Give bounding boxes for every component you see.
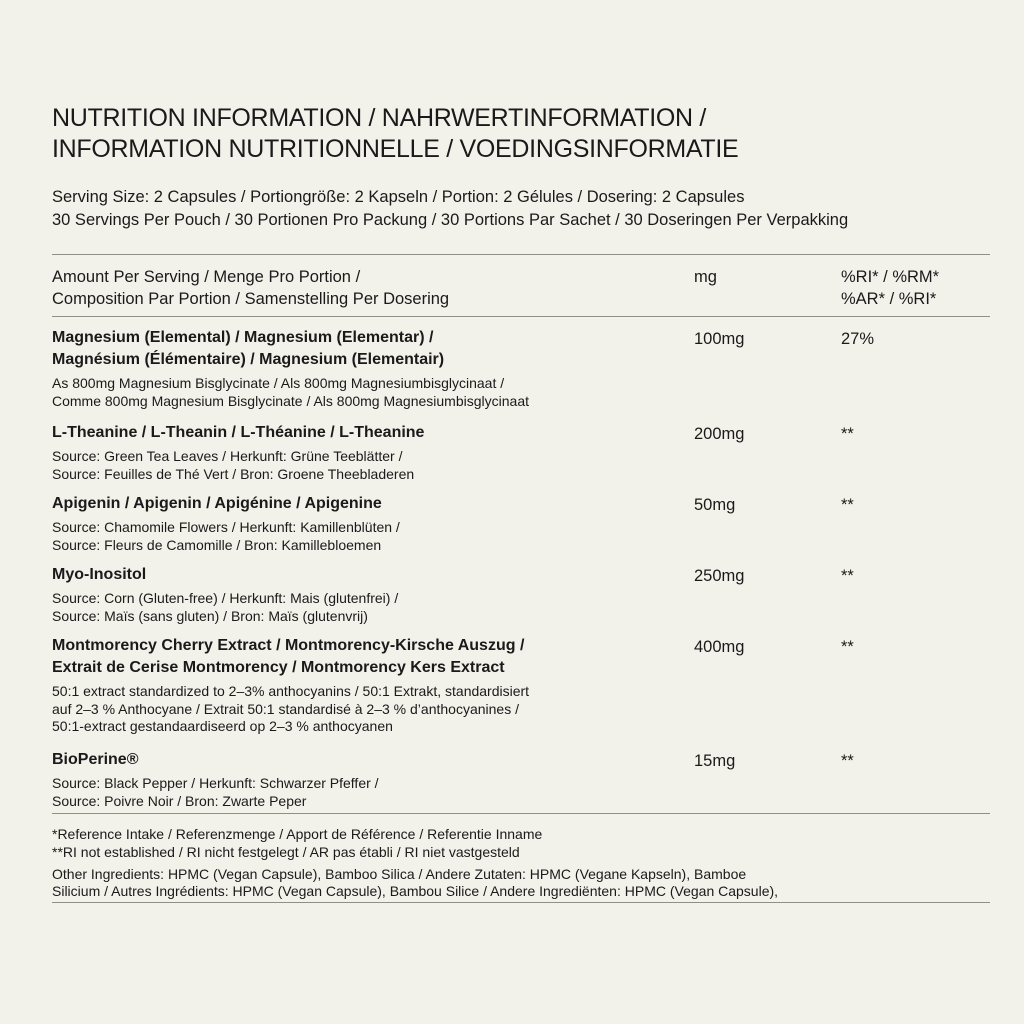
ingredient-name-line: Myo-Inositol	[52, 566, 147, 583]
title-line-1: NUTRITION INFORMATION / NAHRWERTINFORMATION /	[52, 104, 707, 132]
nutrition-panel	[52, 103, 990, 903]
ingredient-source-line: Source: Chamomile Flowers / Herkunft: Kamillenblüten /	[52, 519, 400, 535]
ingredient-amount: 200mg	[694, 425, 745, 443]
serving-info	[52, 186, 990, 232]
other-ingredients-line: Other Ingredients: HPMC (Vegan Capsule), Bamboo Silica / Andere Zutaten: HPMC (Vegane Kapseln), Bamboe	[52, 866, 747, 882]
header-amount-line-2: Composition Par Portion / Samenstelling Per Dosering	[52, 290, 450, 308]
ingredient-name-line: Montmorency Cherry Extract / Montmorency-Kirsche Auszug /	[52, 637, 525, 654]
ingredient-source-line: Source: Feuilles de Thé Vert / Bron: Groene Theebladeren	[52, 465, 415, 482]
ingredient-ri: **	[841, 638, 854, 656]
header-ri-line-2: %AR* / %RI*	[841, 290, 937, 308]
header-ri-line-1: %RI* / %RM*	[841, 268, 940, 286]
ingredient-name-line: Magnésium (Élémentaire) / Magnesium (Elementair)	[52, 351, 445, 368]
ingredient-name-line: BioPerine®	[52, 751, 139, 768]
ingredient-name-line: L-Theanine / L-Theanin / L-Théanine / L-Theanine	[52, 424, 425, 441]
servings-per-pouch: 30 Servings Per Pouch / 30 Portionen Pro Packung / 30 Portions Par Sachet / 30 Doseringen Per Verpakking	[52, 211, 849, 229]
ri-not-established-note: **RI not established / RI nicht festgelegt / AR pas établi / RI niet vastgesteld	[52, 843, 520, 860]
ingredient-name	[52, 422, 652, 444]
ingredient-name-line: Apigenin / Apigenin / Apigénine / Apigenine	[52, 495, 382, 512]
ingredient-name	[52, 749, 652, 771]
ingredient-name	[52, 327, 652, 371]
ingredient-row	[52, 564, 990, 635]
ingredient-ri: **	[841, 567, 854, 585]
ingredient-row	[52, 422, 990, 493]
ingredient-name-line: Magnesium (Elemental) / Magnesium (Elementar) /	[52, 329, 434, 346]
other-ingredients	[52, 866, 990, 900]
ingredient-source-line: Source: Maïs (sans gluten) / Bron: Maïs (glutenvrij)	[52, 607, 368, 624]
ingredient-amount: 250mg	[694, 567, 745, 585]
ingredient-source	[52, 519, 652, 554]
header-ri	[841, 266, 939, 310]
other-ingredients-line: Silicium / Autres Ingrédients: HPMC (Vegan Capsule), Bambou Silice / Andere Ingrediënten: HPMC (Vegan Capsule),	[52, 883, 779, 899]
reference-intake-note: *Reference Intake / Referenzmenge / Apport de Référence / Referentie Inname	[52, 826, 543, 842]
ingredient-source	[52, 448, 652, 483]
ingredient-source	[52, 683, 652, 736]
ingredient-ri: **	[841, 496, 854, 514]
ingredient-row	[52, 327, 990, 422]
ingredient-amount: 100mg	[694, 330, 745, 348]
header-amount	[52, 266, 449, 310]
ingredient-source-line: Source: Poivre Noir / Bron: Zwarte Peper	[52, 792, 307, 809]
serving-size: Serving Size: 2 Capsules / Portiongröße: 2 Kapseln / Portion: 2 Gélules / Dosering: 2 Capsules	[52, 188, 745, 206]
ingredient-row	[52, 493, 990, 564]
ingredient-list	[52, 317, 990, 813]
table-header	[52, 255, 990, 316]
ingredient-row	[52, 749, 990, 813]
ingredient-amount: 400mg	[694, 638, 745, 656]
footnotes	[52, 814, 990, 900]
ingredient-name-line: Extrait de Cerise Montmorency / Montmorency Kers Extract	[52, 659, 505, 676]
ingredient-source-line: Comme 800mg Magnesium Bisglycinate / Als 800mg Magnesiumbisglycinaat	[52, 392, 529, 409]
ingredient-source	[52, 590, 652, 625]
divider-bottom	[52, 902, 990, 903]
ingredient-source-line: auf 2–3 % Anthocyane / Extrait 50:1 standardisé à 2–3 % d’anthocyanines /	[52, 700, 519, 717]
ingredient-ri: 27%	[841, 330, 875, 348]
panel-title	[52, 103, 990, 165]
ingredient-name	[52, 564, 652, 586]
ingredient-name	[52, 635, 652, 679]
ingredient-source-line: 50:1-extract gestandaardiseerd op 2–3 % anthocyanen	[52, 718, 393, 734]
ingredient-source-line: Source: Black Pepper / Herkunft: Schwarzer Pfeffer /	[52, 775, 379, 791]
ingredient-source-line: Source: Corn (Gluten-free) / Herkunft: Mais (glutenfrei) /	[52, 590, 399, 606]
ingredient-source-line: As 800mg Magnesium Bisglycinate / Als 800mg Magnesiumbisglycinaat /	[52, 375, 505, 391]
ingredient-ri: **	[841, 425, 854, 443]
ingredient-amount: 15mg	[694, 752, 736, 770]
header-amount-line-1: Amount Per Serving / Menge Pro Portion /	[52, 268, 361, 286]
ingredient-amount: 50mg	[694, 496, 736, 514]
ingredient-name	[52, 493, 652, 515]
ingredient-row	[52, 635, 990, 749]
ingredient-source	[52, 375, 652, 410]
ingredient-source-line: 50:1 extract standardized to 2–3% anthocyanins / 50:1 Extrakt, standardisiert	[52, 683, 530, 699]
ingredient-source-line: Source: Fleurs de Camomille / Bron: Kamillebloemen	[52, 536, 382, 553]
header-mg: mg	[694, 268, 717, 286]
ingredient-source	[52, 775, 652, 810]
ingredient-ri: **	[841, 752, 854, 770]
title-line-2: INFORMATION NUTRITIONNELLE / VOEDINGSINFORMATIE	[52, 135, 739, 163]
ingredient-source-line: Source: Green Tea Leaves / Herkunft: Grüne Teeblätter /	[52, 448, 403, 464]
